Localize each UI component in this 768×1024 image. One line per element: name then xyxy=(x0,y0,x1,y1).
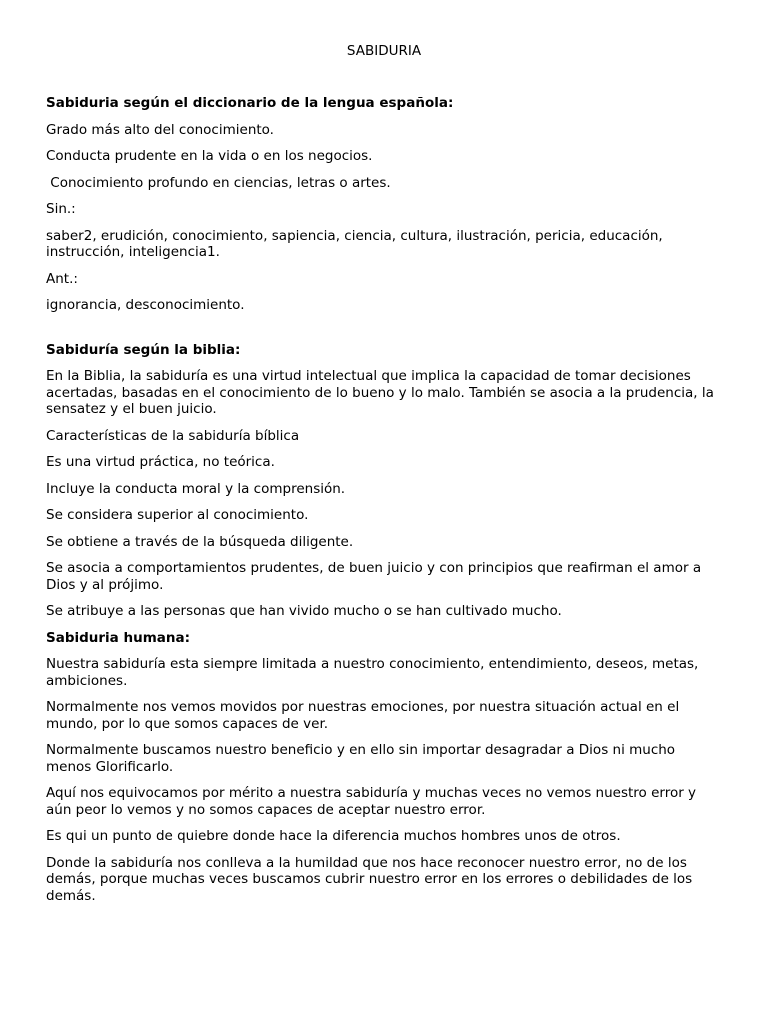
paragraph: Se asocia a comportamientos prudentes, de buen juicio y con principios que reafirman el amor a Dios y al prójimo. xyxy=(46,560,702,593)
section-heading-diccionario: Sabiduria según el diccionario de la lengua española: xyxy=(46,95,454,111)
paragraph: Características de la sabiduría bíblica xyxy=(46,427,300,444)
paragraph: Se considera superior al conocimiento. xyxy=(46,507,309,523)
paragraph: Se atribuye a las personas que han vivido mucho o se han cultivado mucho. xyxy=(46,603,562,619)
paragraph: Incluye la conducta moral y la comprensión. xyxy=(46,480,346,497)
document-title: SABIDURIA xyxy=(346,43,422,59)
paragraph: ignorancia, desconocimiento. xyxy=(46,297,245,313)
paragraph: Conducta prudente en la vida o en los negocios. xyxy=(46,148,373,164)
paragraph: Normalmente nos vemos movidos por nuestras emociones, por nuestra situación actual en el mundo, por lo que somos capaces de ver. xyxy=(46,699,680,732)
section-heading-humana: Sabiduria humana: xyxy=(46,629,191,646)
paragraph: Aquí nos equivocamos por mérito a nuestra sabiduría y muchas veces no vemos nuestro error y aún peor lo vemos y no somos capaces de aceptar nuestro error. xyxy=(46,785,697,818)
paragraph: Es qui un punto de quiebre donde hace la diferencia muchos hombres unos de otros. xyxy=(46,828,621,844)
paragraph: Sin.: xyxy=(46,201,76,217)
paragraph: Nuestra sabiduría esta siempre limitada a nuestro conocimiento, entendimiento, deseos, metas, ambiciones. xyxy=(46,656,699,689)
paragraph: Ant.: xyxy=(46,270,78,287)
paragraph: En la Biblia, la sabiduría es una virtud intelectual que implica la capacidad de tomar decisiones acertadas, basadas en el conocimiento de lo bueno y lo malo. También se asocia a la prudencia, la sensatez y el buen juicio. xyxy=(46,368,714,417)
paragraph: Es una virtud práctica, no teórica. xyxy=(46,454,275,470)
paragraph: Se obtiene a través de la búsqueda diligente. xyxy=(46,533,354,550)
section-heading-biblia: Sabiduría según la biblia: xyxy=(46,341,241,358)
document-body xyxy=(46,95,722,914)
paragraph: Donde la sabiduría nos conlleva a la humildad que nos hace reconocer nuestro error, no de los demás, porque muchas veces buscamos cubrir nuestro error en los errores o debilidades de los demás. xyxy=(46,854,693,904)
paragraph: saber2, erudición, conocimiento, sapiencia, ciencia, cultura, ilustración, pericia, educación, instrucción, inteligencia1. xyxy=(46,227,663,260)
paragraph: Grado más alto del conocimiento. xyxy=(46,121,274,138)
paragraph: Normalmente buscamos nuestro beneficio y en ello sin importar desagradar a Dios ni mucho menos Glorificarlo. xyxy=(46,742,676,775)
paragraph: Conocimiento profundo en ciencias, letras o artes. xyxy=(46,174,391,191)
